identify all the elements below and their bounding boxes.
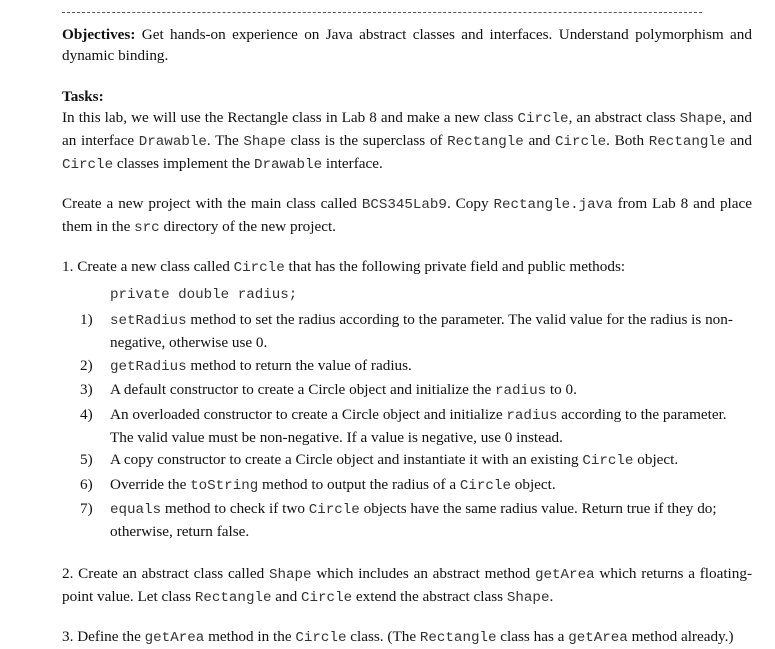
- code-term: Rectangle: [648, 134, 726, 150]
- code-term: getArea: [568, 629, 628, 646]
- item-text: [110, 451, 678, 468]
- text-run: , an abstract class: [568, 109, 680, 126]
- item-text: [110, 500, 717, 540]
- code-term: Circle: [308, 502, 360, 518]
- text-run: A default constructor to create a Circle object and initialize the: [110, 381, 496, 398]
- code-term: equals: [110, 502, 162, 518]
- tasks-heading: [62, 86, 752, 107]
- text-run: 1. Create a new class called: [62, 258, 234, 275]
- text-run: Create a new project with the main class called: [62, 195, 362, 212]
- text-run: extend the abstract class: [352, 587, 507, 605]
- text-run: object.: [633, 451, 679, 468]
- code-term: Shape: [679, 111, 723, 127]
- text-run: that has the following private field and public methods:: [284, 258, 626, 275]
- text-run: and: [523, 132, 556, 149]
- text-run: interface.: [322, 155, 383, 172]
- code-term: getArea: [144, 629, 205, 646]
- text-run: .: [549, 587, 554, 605]
- text-run: , and an interface: [62, 109, 752, 149]
- code-term: Circle: [517, 111, 569, 127]
- code-term: Shape: [506, 589, 550, 606]
- method-list-item: [62, 404, 752, 448]
- code-term: Circle: [233, 260, 285, 276]
- method-list-item: [62, 498, 752, 542]
- text-run: and: [271, 587, 302, 605]
- text-run: which includes an abstract method: [311, 564, 535, 582]
- text-run: directory of the new project.: [159, 218, 336, 235]
- text-run: method to output the radius of a: [258, 475, 460, 493]
- text-run: objects have the same radius value. Return true if they do; otherwise, return false.: [110, 500, 717, 540]
- text-run: and: [725, 132, 752, 149]
- item-number: 5): [80, 451, 93, 468]
- method-list-item: [62, 449, 752, 472]
- text-run: according to the parameter. The valid value must be non-negative. If a value is negative, use 0 instead.: [110, 405, 727, 446]
- text-run: class has a: [496, 627, 569, 645]
- lab-document: [62, 24, 752, 649]
- text-run: Override the: [110, 475, 191, 493]
- code-term: getArea: [535, 566, 595, 583]
- code-term: radius: [506, 407, 558, 424]
- text-run: class is the superclass of: [285, 132, 448, 149]
- code-term: Shape: [243, 134, 286, 150]
- code-term: Rectangle.java: [493, 197, 613, 213]
- code-term: toString: [190, 477, 259, 494]
- code-term: Circle: [582, 453, 634, 469]
- method-list-item: [62, 474, 752, 497]
- objectives-paragraph: [62, 24, 752, 66]
- code-term: Circle: [301, 589, 353, 606]
- code-term: Shape: [268, 566, 312, 583]
- code-term: Circle: [459, 477, 511, 494]
- method-list-item: [62, 379, 752, 402]
- text-run: A copy constructor to create a Circle object and instantiate it with an existing: [110, 451, 583, 468]
- text-run: . Both: [606, 132, 649, 149]
- method-list-item: [62, 355, 752, 378]
- item-number: 4): [80, 405, 93, 423]
- objectives-text: Get hands-on experience on Java abstract classes and interfaces. Understand polymorphism and dynamic binding.: [62, 26, 752, 64]
- text-run: which returns a floating-point value. Let class: [62, 564, 753, 605]
- text-run: method to set the radius according to the parameter. The valid value for the radius is non-negative, otherwise use 0.: [110, 311, 733, 351]
- code-term: setRadius: [110, 313, 187, 329]
- step1-intro: [62, 256, 752, 279]
- code-term: Rectangle: [419, 629, 497, 646]
- create-project-paragraph: [62, 193, 752, 239]
- item-text: [110, 311, 733, 351]
- code-term: Drawable: [253, 157, 323, 173]
- item-number: 7): [80, 500, 93, 517]
- method-list-item: [62, 309, 752, 353]
- code-term: Drawable: [138, 134, 207, 150]
- item-text: [110, 357, 412, 374]
- code-term: Circle: [295, 629, 347, 646]
- tasks-intro-paragraph: [62, 107, 752, 176]
- top-dashed-rule: [62, 12, 702, 13]
- text-run: 3. Define the: [62, 627, 145, 645]
- text-run: . Copy: [446, 195, 494, 212]
- item-text: [110, 476, 556, 493]
- text-run: class. (The: [346, 627, 420, 645]
- text-run: to 0.: [546, 381, 577, 398]
- item-number: 3): [80, 381, 93, 398]
- code-term: Circle: [62, 157, 114, 173]
- text-run: . The: [206, 132, 244, 149]
- code-term: radius: [495, 383, 547, 399]
- item-number: 2): [80, 356, 93, 374]
- circle-methods-list: [62, 309, 752, 542]
- step2-paragraph: [62, 563, 752, 609]
- item-number: 1): [80, 311, 93, 328]
- code-term: src: [134, 220, 160, 236]
- text-run: method to return the value of radius.: [186, 356, 412, 374]
- code-term: Circle: [555, 134, 607, 150]
- text-run: In this lab, we will use the Rectangle class in Lab 8 and make a new class: [62, 109, 518, 126]
- radius-field-code: private double radius;: [110, 287, 298, 303]
- text-run: from Lab 8 and place them in the: [62, 195, 752, 235]
- text-run: An overloaded constructor to create a Circle object and initialize: [110, 405, 507, 423]
- text-run: method already.): [627, 627, 734, 645]
- objectives-label: Objectives:: [62, 26, 136, 43]
- code-term: Rectangle: [194, 589, 272, 606]
- code-term: getRadius: [110, 358, 187, 375]
- text-run: object.: [510, 475, 556, 493]
- code-term: BCS345Lab9: [361, 197, 447, 213]
- step3-paragraph: [62, 626, 752, 649]
- text-run: classes implement the: [113, 155, 254, 172]
- item-number: 6): [80, 475, 93, 493]
- text-run: method to check if two: [161, 500, 309, 517]
- text-run: 2. Create an abstract class called: [62, 564, 269, 582]
- item-text: [110, 406, 727, 446]
- text-run: method in the: [204, 627, 296, 645]
- tasks-heading-text: Tasks:: [62, 88, 104, 105]
- item-text: [110, 381, 577, 398]
- code-term: Rectangle: [447, 134, 524, 150]
